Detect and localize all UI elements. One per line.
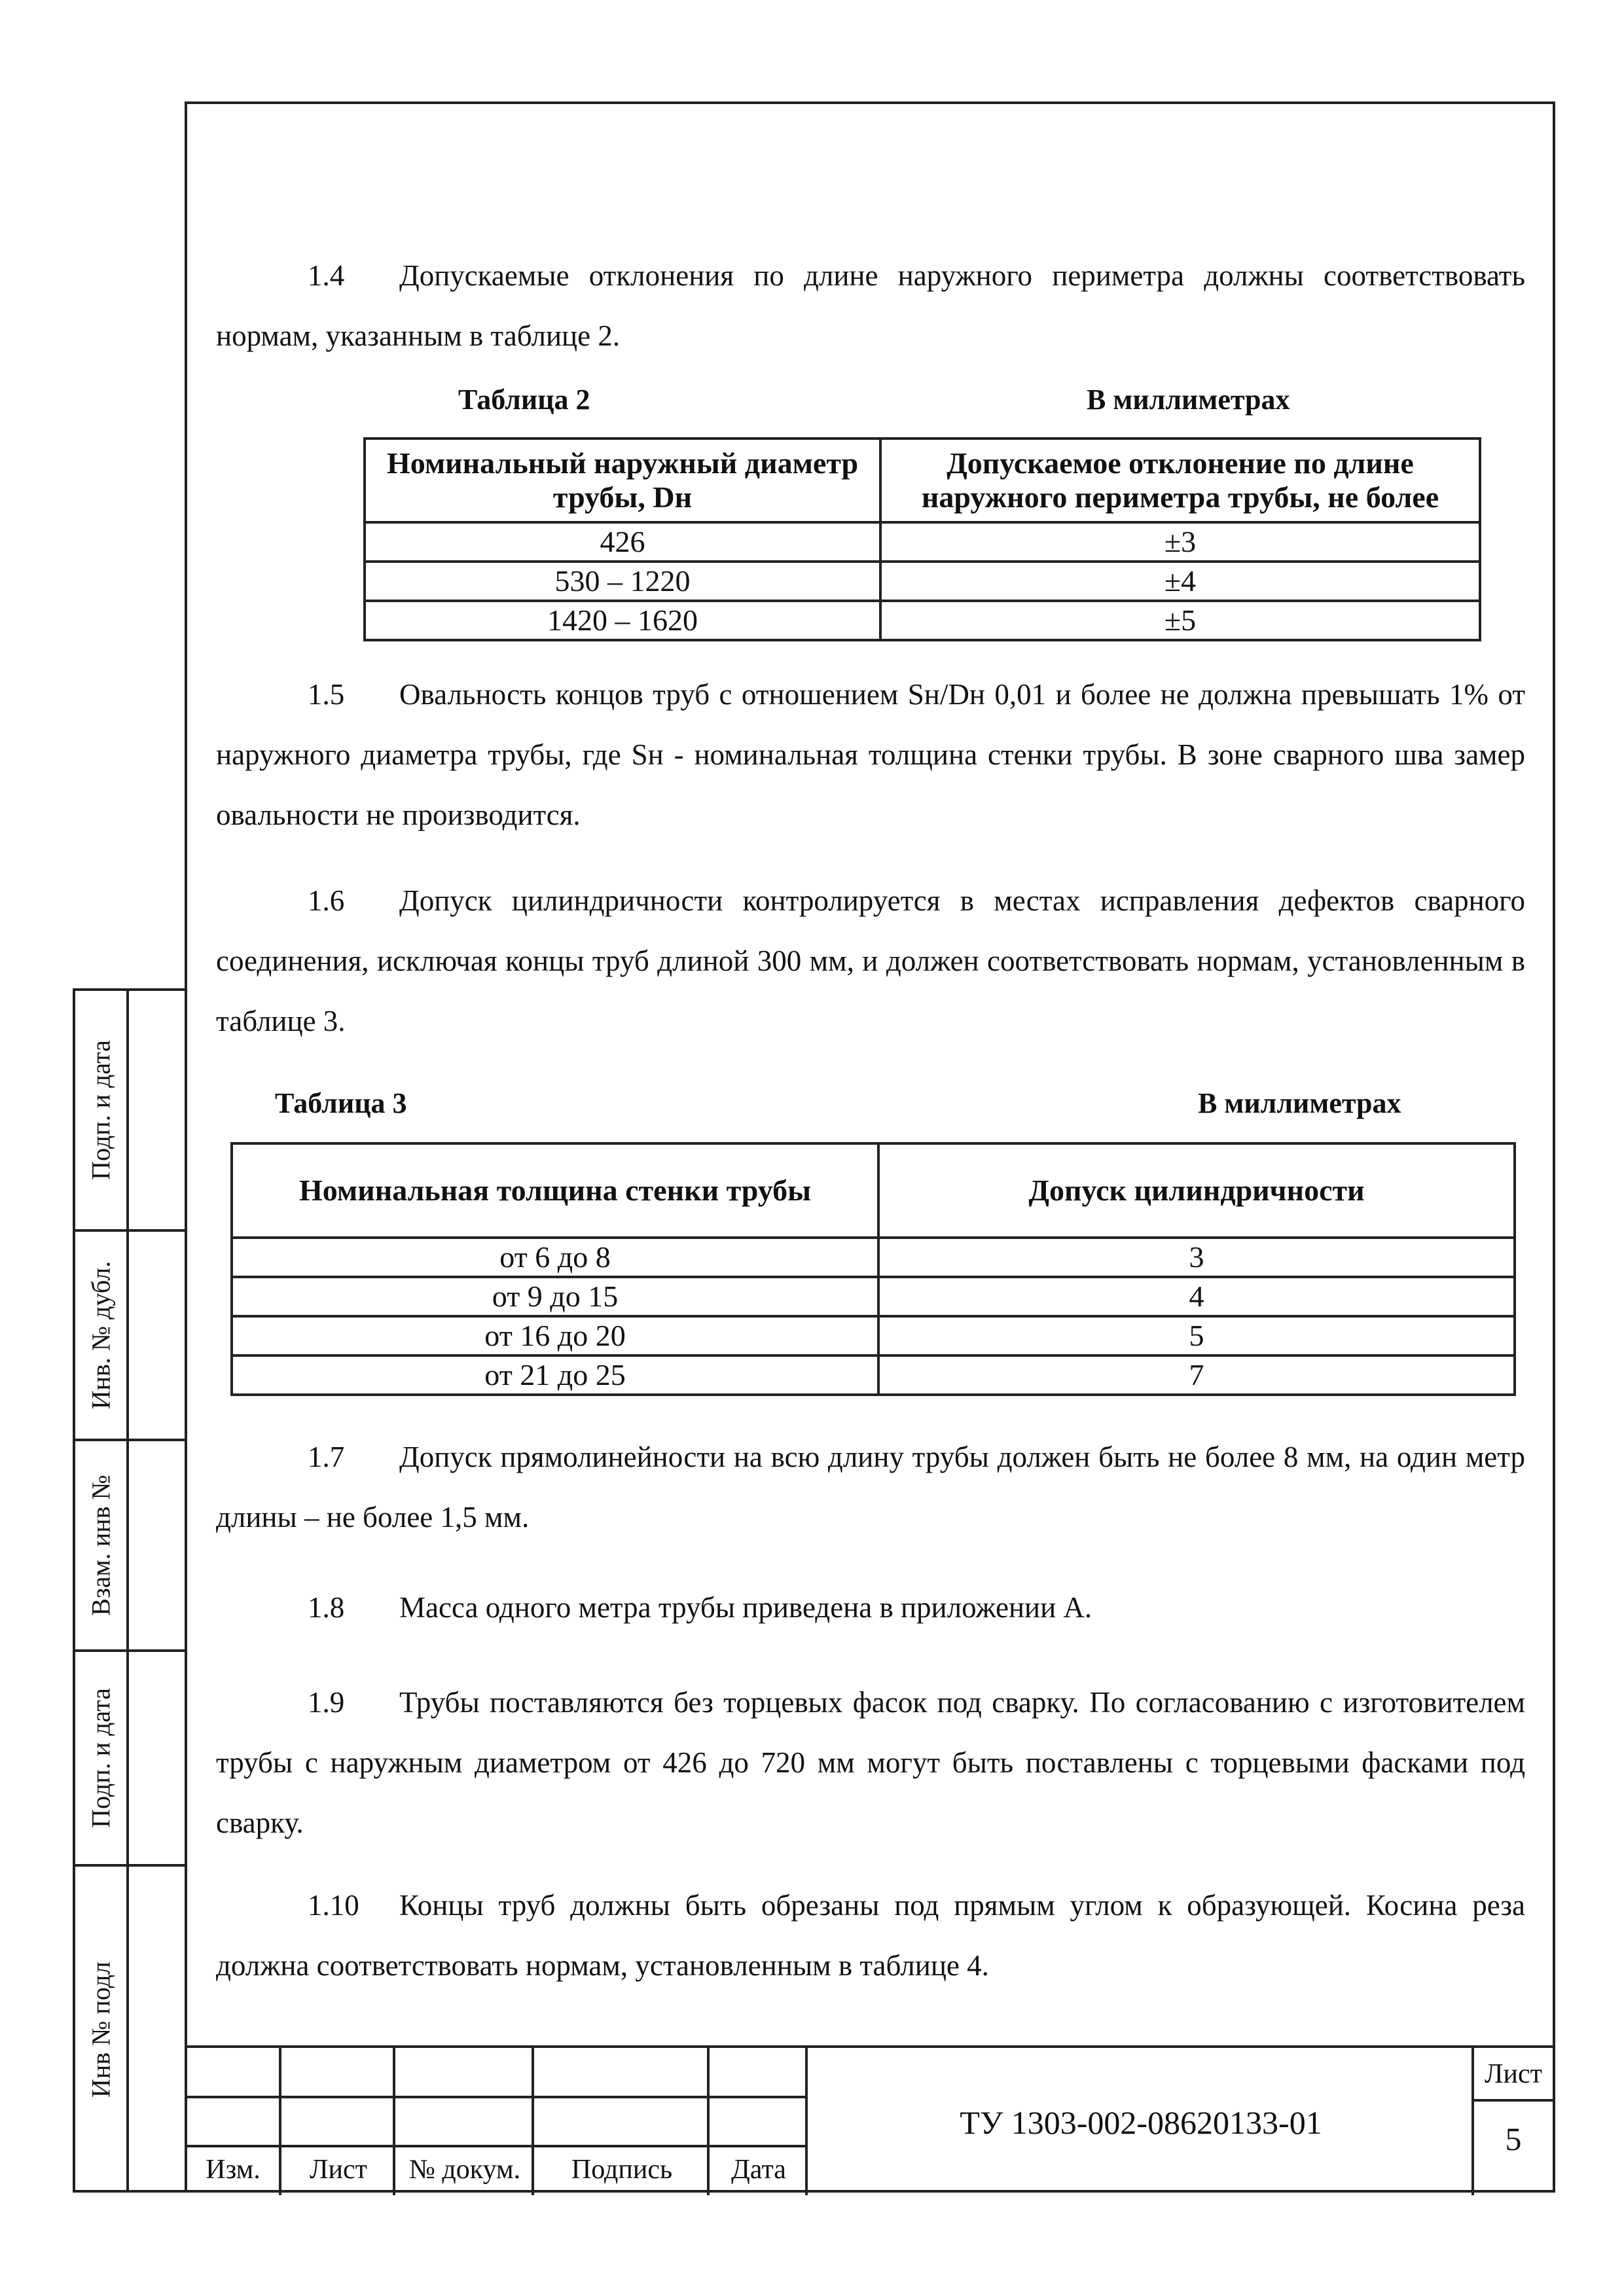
para-text: Допускаемые отклонения по длине наружного периметра должны соответствовать нормам, указанным в таблице 2. (216, 259, 1525, 352)
title-block (185, 2045, 1555, 2193)
para-number: 1.5 (308, 678, 345, 711)
side-label: Инв № подл (86, 1962, 116, 2098)
table-row: 530 – 1220 ±4 (365, 562, 1480, 601)
para-1-4 (216, 245, 1525, 366)
para-text: Допуск цилиндричности контролируется в местах исправления дефектов сварного соединения, исключая концы труб длиной 300 мм, и должен соответствовать нормам, установленным в таблице 3. (216, 884, 1525, 1037)
para-number: 1.8 (308, 1591, 345, 1624)
para-text: Допуск прямолинейности на всю длину трубы должен быть не более 8 мм, на один метр длины – не более 1,5 мм. (216, 1441, 1525, 1534)
para-text: Масса одного метра трубы приведена в приложении А. (399, 1591, 1092, 1624)
side-cell-3 (75, 1441, 185, 1652)
side-cell-2 (75, 1232, 185, 1441)
stamp-col-list: Лист (310, 2155, 367, 2185)
para-1-9 (216, 1672, 1525, 1853)
table-3 (230, 1142, 1516, 1396)
side-cell-1 (75, 991, 185, 1232)
table-row: от 21 до 25 7 (232, 1355, 1515, 1395)
stamp-col-izm: Изм. (206, 2155, 261, 2185)
table3-caption: Таблица 3 (275, 1087, 407, 1119)
para-1-5 (216, 664, 1525, 845)
side-cell-4 (75, 1652, 185, 1867)
table3-units: В миллиметрах (1198, 1087, 1401, 1119)
sheet-label: Лист (1485, 2059, 1542, 2089)
table2-units: В миллиметрах (1087, 384, 1290, 416)
para-1-10 (216, 1875, 1525, 1996)
para-number: 1.10 (308, 1889, 359, 1922)
side-label: Взам. инв № (86, 1475, 116, 1616)
table-row: от 9 до 15 4 (232, 1277, 1515, 1316)
table3-header-1: Номинальная толщина стенки трубы (232, 1143, 878, 1238)
table3-header-2: Допуск цилиндричности (878, 1143, 1515, 1238)
table2-header-2: Допускаемое отклонение по длине наружного периметра трубы, не более (880, 439, 1480, 522)
side-label: Инв. № дубл. (86, 1261, 116, 1410)
side-label: Подп. и дата (86, 1040, 116, 1180)
para-1-8 (216, 1577, 1525, 1638)
table2-header-1: Номинальный наружный диаметр трубы, Dн (365, 439, 880, 522)
para-number: 1.9 (308, 1686, 345, 1719)
para-1-7 (216, 1427, 1525, 1547)
side-label: Подп. и дата (86, 1688, 116, 1828)
para-1-6 (216, 870, 1525, 1051)
stamp-col-date: Дата (731, 2155, 786, 2185)
side-cell-5 (75, 1867, 185, 2193)
table-row: 1420 – 1620 ±5 (365, 601, 1480, 640)
stamp-col-doc: № докум. (408, 2155, 521, 2185)
table-row: от 16 до 20 5 (232, 1316, 1515, 1355)
table2-caption: Таблица 2 (458, 384, 590, 416)
table-row: от 6 до 8 3 (232, 1238, 1515, 1277)
document-designation: ТУ 1303-002-08620133-01 (960, 2104, 1322, 2141)
stamp-col-sign: Подпись (571, 2155, 673, 2185)
para-number: 1.4 (308, 259, 345, 292)
para-number: 1.6 (308, 884, 345, 917)
para-text: Овальность концов труб с отношением Sн/Dн 0,01 и более не должна превышать 1% от наружного диаметра трубы, где Sн - номинальная толщина стенки трубы. В зоне сварного шва замер овальности не производится. (216, 678, 1525, 831)
table-2 (363, 437, 1481, 641)
para-text: Трубы поставляются без торцевых фасок под сварку. По согласованию с изготовителем трубы с наружным диаметром от 426 до 720 мм могут быть поставлены с торцевыми фасками под сварку. (216, 1686, 1525, 1839)
sheet-number: 5 (1505, 2121, 1522, 2157)
para-text: Концы труб должны быть обрезаны под прямым углом к образующей. Косина реза должна соответствовать нормам, установленным в таблице 4. (216, 1889, 1525, 1982)
para-number: 1.7 (308, 1441, 345, 1473)
side-strip (73, 988, 185, 2193)
table-row: 426 ±3 (365, 522, 1480, 562)
